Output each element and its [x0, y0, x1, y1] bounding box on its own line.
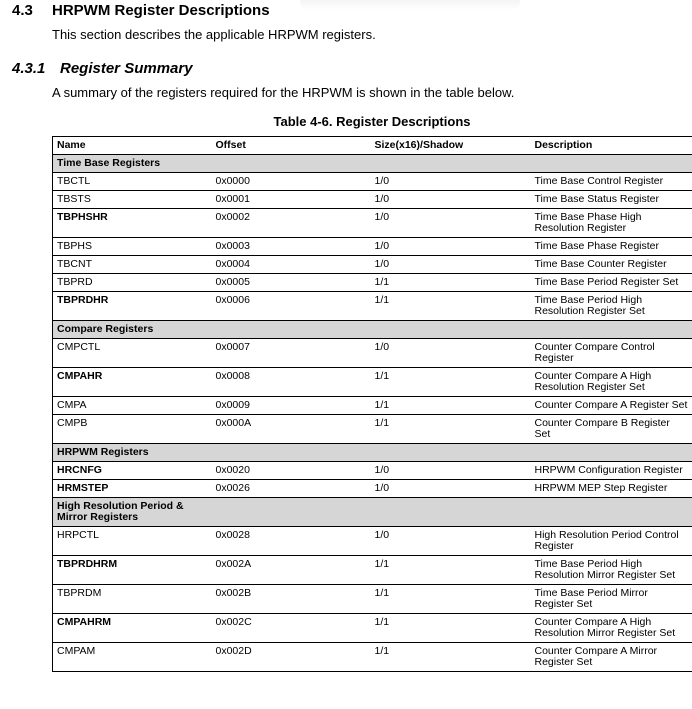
section-title-cell: High Resolution Period & Mirror Registers	[53, 498, 212, 527]
offset-cell: 0x0003	[212, 238, 371, 256]
table-row	[53, 556, 692, 585]
offset-cell: 0x0026	[212, 480, 371, 498]
offset-cell: 0x0007	[212, 339, 371, 368]
section-title-cell: Time Base Registers	[53, 155, 212, 173]
offset-cell: 0x002D	[212, 643, 371, 672]
description-cell: Counter Compare A Register Set	[531, 397, 692, 415]
description-cell: Time Base Period High Resolution Mirror Register Set	[531, 556, 692, 585]
offset-cell: 0x0008	[212, 368, 371, 397]
description-cell: Time Base Counter Register	[531, 256, 692, 274]
description-cell: Time Base Phase High Resolution Register	[531, 209, 692, 238]
header-size-shadow: Size(x16)/Shadow	[371, 137, 531, 155]
table-row	[53, 397, 692, 415]
description-cell: Counter Compare Control Register	[531, 339, 692, 368]
offset-cell: 0x0001	[212, 191, 371, 209]
size-shadow-cell: 1/0	[371, 527, 531, 556]
register-name-cell: TBPHSHR	[53, 209, 212, 238]
register-name-cell: HRCNFG	[53, 462, 212, 480]
table-header-row	[53, 137, 692, 155]
offset-cell: 0x0028	[212, 527, 371, 556]
size-shadow-cell: 1/0	[371, 238, 531, 256]
table-row	[53, 527, 692, 556]
size-shadow-cell: 1/0	[371, 462, 531, 480]
register-name-cell: CMPCTL	[53, 339, 212, 368]
header-offset: Offset	[212, 137, 371, 155]
offset-cell: 0x0020	[212, 462, 371, 480]
register-name-cell: TBPRDHRM	[53, 556, 212, 585]
section-filler-cell	[212, 498, 692, 527]
size-shadow-cell: 1/1	[371, 643, 531, 672]
table-row	[53, 339, 692, 368]
register-name-cell: TBPRDM	[53, 585, 212, 614]
offset-cell: 0x002A	[212, 556, 371, 585]
section-row	[53, 155, 692, 173]
table-body	[53, 155, 692, 672]
table-row	[53, 480, 692, 498]
register-name-cell: CMPAHRM	[53, 614, 212, 643]
description-cell: High Resolution Period Control Register	[531, 527, 692, 556]
table-row	[53, 256, 692, 274]
description-cell: Time Base Period Mirror Register Set	[531, 585, 692, 614]
offset-cell: 0x0006	[212, 292, 371, 321]
register-name-cell: TBCTL	[53, 173, 212, 191]
register-table	[52, 136, 692, 672]
offset-cell: 0x0002	[212, 209, 371, 238]
subsection-intro: A summary of the registers required for the HRPWM is shown in the table below.	[52, 85, 515, 100]
size-shadow-cell: 1/0	[371, 191, 531, 209]
description-cell: HRPWM MEP Step Register	[531, 480, 692, 498]
register-name-cell: TBCNT	[53, 256, 212, 274]
description-cell: Time Base Phase Register	[531, 238, 692, 256]
section-filler-cell	[212, 155, 692, 173]
table-row	[53, 585, 692, 614]
section-intro: This section describes the applicable HRPWM registers.	[52, 27, 376, 42]
section-title-cell: Compare Registers	[53, 321, 212, 339]
subsection-heading	[12, 60, 193, 77]
section-row	[53, 444, 692, 462]
register-name-cell: HRPCTL	[53, 527, 212, 556]
register-name-cell: CMPAM	[53, 643, 212, 672]
section-filler-cell	[212, 321, 692, 339]
description-cell: Time Base Status Register	[531, 191, 692, 209]
register-name-cell: TBPRD	[53, 274, 212, 292]
size-shadow-cell: 1/0	[371, 339, 531, 368]
description-cell: Counter Compare A High Resolution Register Set	[531, 368, 692, 397]
subsection-number: 4.3.1	[12, 60, 46, 77]
offset-cell: 0x002B	[212, 585, 371, 614]
size-shadow-cell: 1/0	[371, 209, 531, 238]
description-cell: Time Base Period High Resolution Register Set	[531, 292, 692, 321]
description-cell: Time Base Control Register	[531, 173, 692, 191]
table-row	[53, 274, 692, 292]
header-description: Description	[531, 137, 692, 155]
section-row	[53, 321, 692, 339]
section-title-cell: HRPWM Registers	[53, 444, 212, 462]
size-shadow-cell: 1/1	[371, 292, 531, 321]
table-row	[53, 614, 692, 643]
description-cell: Time Base Period Register Set	[531, 274, 692, 292]
size-shadow-cell: 1/1	[371, 585, 531, 614]
offset-cell: 0x0004	[212, 256, 371, 274]
description-cell: Counter Compare A Mirror Register Set	[531, 643, 692, 672]
section-heading	[12, 2, 270, 19]
top-page-fragment	[300, 0, 520, 10]
table-row	[53, 238, 692, 256]
section-row	[53, 498, 692, 527]
offset-cell: 0x0000	[212, 173, 371, 191]
table-row	[53, 292, 692, 321]
size-shadow-cell: 1/0	[371, 173, 531, 191]
description-cell: Counter Compare A High Resolution Mirror Register Set	[531, 614, 692, 643]
description-cell: Counter Compare B Register Set	[531, 415, 692, 444]
table-caption: Table 4-6. Register Descriptions	[273, 114, 471, 129]
size-shadow-cell: 1/1	[371, 415, 531, 444]
table-row	[53, 191, 692, 209]
register-name-cell: CMPAHR	[53, 368, 212, 397]
offset-cell: 0x000A	[212, 415, 371, 444]
header-name: Name	[53, 137, 212, 155]
table-row	[53, 209, 692, 238]
subsection-title: Register Summary	[60, 60, 193, 77]
size-shadow-cell: 1/0	[371, 256, 531, 274]
offset-cell: 0x0009	[212, 397, 371, 415]
description-cell: HRPWM Configuration Register	[531, 462, 692, 480]
size-shadow-cell: 1/1	[371, 614, 531, 643]
size-shadow-cell: 1/0	[371, 480, 531, 498]
register-name-cell: TBSTS	[53, 191, 212, 209]
table-row	[53, 415, 692, 444]
size-shadow-cell: 1/1	[371, 397, 531, 415]
size-shadow-cell: 1/1	[371, 274, 531, 292]
offset-cell: 0x002C	[212, 614, 371, 643]
register-name-cell: HRMSTEP	[53, 480, 212, 498]
size-shadow-cell: 1/1	[371, 368, 531, 397]
table-row	[53, 368, 692, 397]
table-row	[53, 643, 692, 672]
section-filler-cell	[212, 444, 692, 462]
section-number: 4.3	[12, 2, 33, 19]
table-row	[53, 173, 692, 191]
register-name-cell: CMPB	[53, 415, 212, 444]
table-row	[53, 462, 692, 480]
register-name-cell: TBPHS	[53, 238, 212, 256]
section-title: HRPWM Register Descriptions	[52, 2, 270, 19]
size-shadow-cell: 1/1	[371, 556, 531, 585]
register-name-cell: CMPA	[53, 397, 212, 415]
register-name-cell: TBPRDHR	[53, 292, 212, 321]
offset-cell: 0x0005	[212, 274, 371, 292]
